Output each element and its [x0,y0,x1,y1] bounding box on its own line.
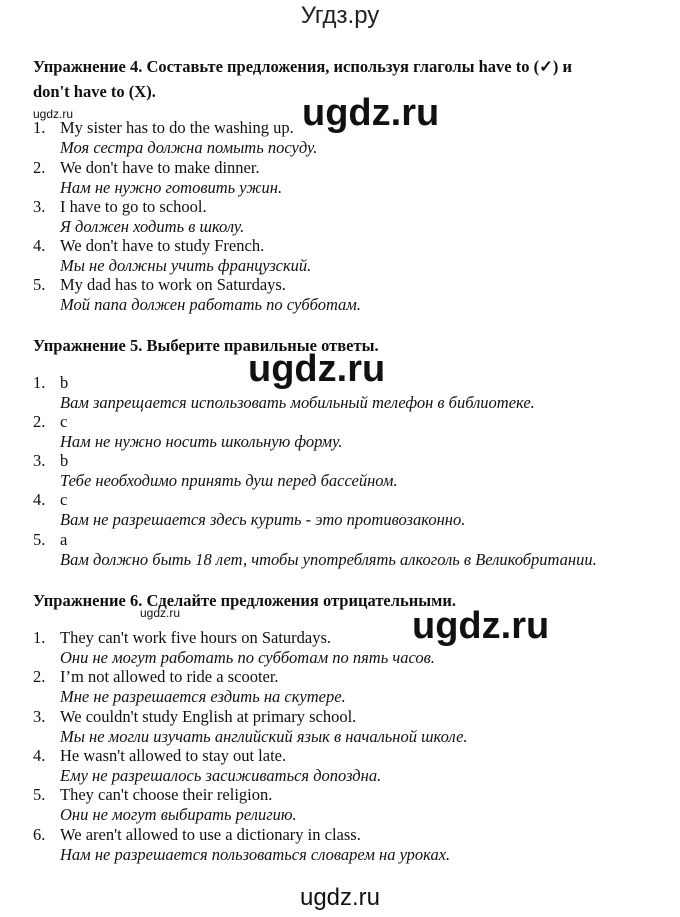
item-text: They can't work five hours on Saturdays. [60,628,332,647]
ex5-item-2 [33,412,67,432]
item-number: 5. [33,530,46,549]
footer-watermark: ugdz.ru [299,884,381,911]
ex4-item-1 [33,118,294,138]
item-text: I have to go to school. [60,197,207,216]
ex6-translation-2: Мне не разрешается ездить на скутере. [60,687,346,706]
ex5-translation-1: Вам запрещается использовать мобильный телефон в библиотеке. [60,393,535,412]
exercise-4-heading-cont: don't have to (X). [33,82,156,101]
ex6-translation-1: Они не могут работать по субботам по пять часов. [60,648,435,667]
watermark-small: ugdz.ru [140,606,181,620]
item-number: 5. [33,275,46,294]
ex4-translation-5: Мой папа должен работать по субботам. [60,295,361,314]
exercise-6-heading: Упражнение 6. Сделайте предложения отрицательными. [33,591,456,610]
item-number: 2. [33,412,46,431]
watermark-large: ugdz.ru [302,92,440,134]
item-text: My sister has to do the washing up. [60,118,294,137]
ex4-item-4 [33,236,264,256]
item-text: We don't have to study French. [60,236,265,255]
ex4-item-2 [33,158,260,178]
ex5-translation-4: Вам не разрешается здесь курить - это противозаконно. [60,510,466,529]
watermark-small: ugdz.ru [33,107,74,121]
ex5-item-5 [33,530,67,550]
item-number: 5. [33,785,46,804]
item-number: 6. [33,825,46,844]
ex4-translation-3: Я должен ходить в школу. [60,217,245,236]
item-text: We aren't allowed to use a dictionary in class. [60,825,361,844]
watermark-large: ugdz.ru [248,348,386,390]
item-number: 4. [33,236,46,255]
ex5-translation-5: Вам должно быть 18 лет, чтобы употреблять алкоголь в Великобритании. [60,550,597,569]
item-number: 1. [33,373,46,392]
ex6-item-2 [33,667,279,687]
item-number: 1. [33,628,46,647]
item-text: a [60,530,68,549]
item-text: We couldn't study English at primary school. [60,707,357,726]
item-number: 3. [33,707,46,726]
ex4-translation-4: Мы не должны учить французский. [60,256,312,275]
ex6-item-4 [33,746,286,766]
item-text: b [60,373,69,392]
item-number: 3. [33,451,46,470]
item-text: My dad has to work on Saturdays. [60,275,286,294]
ex4-translation-1: Моя сестра должна помыть посуду. [60,138,318,157]
watermark-large: ugdz.ru [412,605,550,647]
item-number: 2. [33,667,46,686]
item-number: 4. [33,490,46,509]
ex6-translation-6: Нам не разрешается пользоваться словарем на уроках. [60,845,451,864]
ex5-item-1 [33,373,68,393]
exercise-5-heading: Упражнение 5. Выберите правильные ответы. [33,336,379,355]
ex6-translation-5: Они не могут выбирать религию. [60,805,297,824]
item-number: 2. [33,158,46,177]
item-number: 4. [33,746,46,765]
ex6-item-5 [33,785,272,805]
item-text: We don't have to make dinner. [60,158,260,177]
site-title: Угдз.ру [300,2,380,29]
item-text: c [60,490,68,509]
ex6-translation-4: Ему не разрешалось засиживаться допоздна. [60,766,382,785]
ex4-translation-2: Нам не нужно готовить ужин. [60,178,283,197]
ex6-item-1 [33,628,331,648]
ex6-item-6 [33,825,361,845]
item-text: They can't choose their religion. [60,785,273,804]
item-number: 3. [33,197,46,216]
exercise-4-heading: Упражнение 4. Составьте предложения, используя глаголы have to (✓) и [33,57,573,76]
ex5-item-3 [33,451,68,471]
ex6-translation-3: Мы не могли изучать английский язык в начальной школе. [60,727,468,746]
item-number: 1. [33,118,46,137]
ex5-translation-3: Тебе необходимо принять душ перед бассейном. [60,471,398,490]
ex4-item-3 [33,197,207,217]
item-text: He wasn't allowed to stay out late. [60,746,287,765]
item-text: b [60,451,69,470]
item-text: I’m not allowed to ride a scooter. [60,667,279,686]
ex5-translation-2: Нам не нужно носить школьную форму. [60,432,343,451]
ex4-item-5 [33,275,286,295]
ex5-item-4 [33,490,67,510]
ex6-item-3 [33,707,356,727]
item-text: c [60,412,68,431]
